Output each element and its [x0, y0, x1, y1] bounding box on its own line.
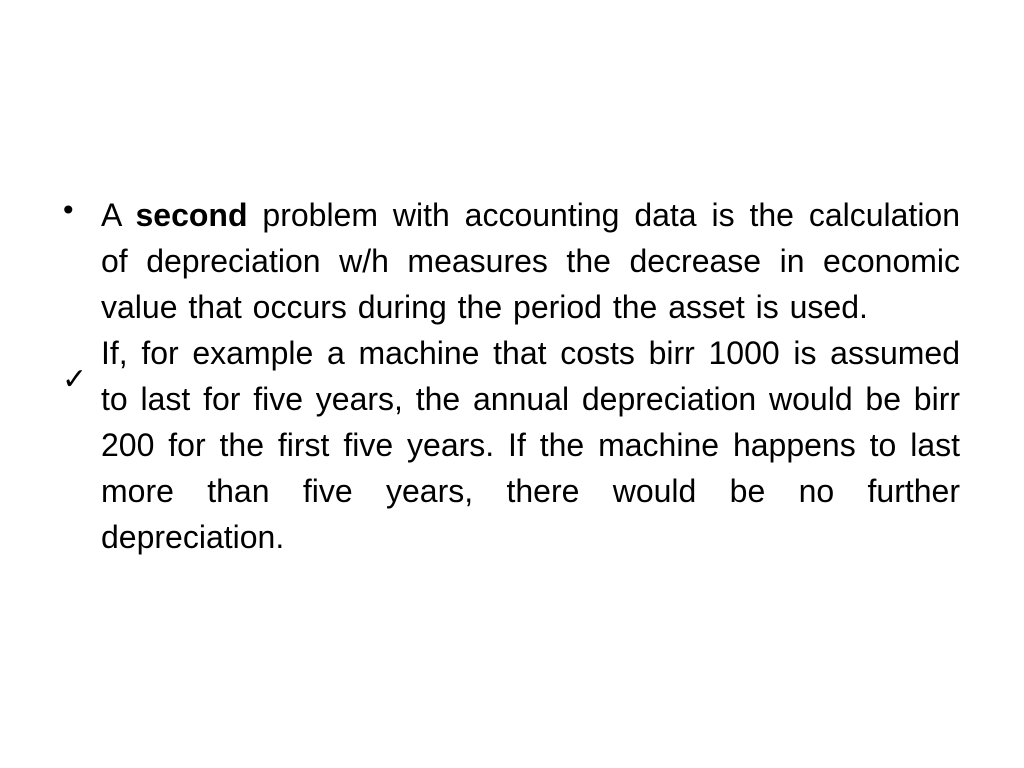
- bullet-icon: •: [60, 194, 77, 227]
- checkmark-icon: ✓: [62, 362, 88, 397]
- para1-lead: A: [101, 197, 121, 233]
- para1-rest: problem with accounting data is the calculation of depreciation w/h measures the decrease in economic value that occurs during the period the asset is used.: [101, 197, 961, 325]
- paragraph-machine-example: If, for example a machine that costs birr 1000 is assumed to last for five years, the annual depreciation would be birr 200 for the first five years. If the machine happens to last more than five years, there would be no further depreciation.: [101, 335, 960, 555]
- para1-emphasis: second: [135, 197, 248, 233]
- paragraph-depreciation-problem: [101, 192, 960, 330]
- slide-body: [101, 192, 960, 560]
